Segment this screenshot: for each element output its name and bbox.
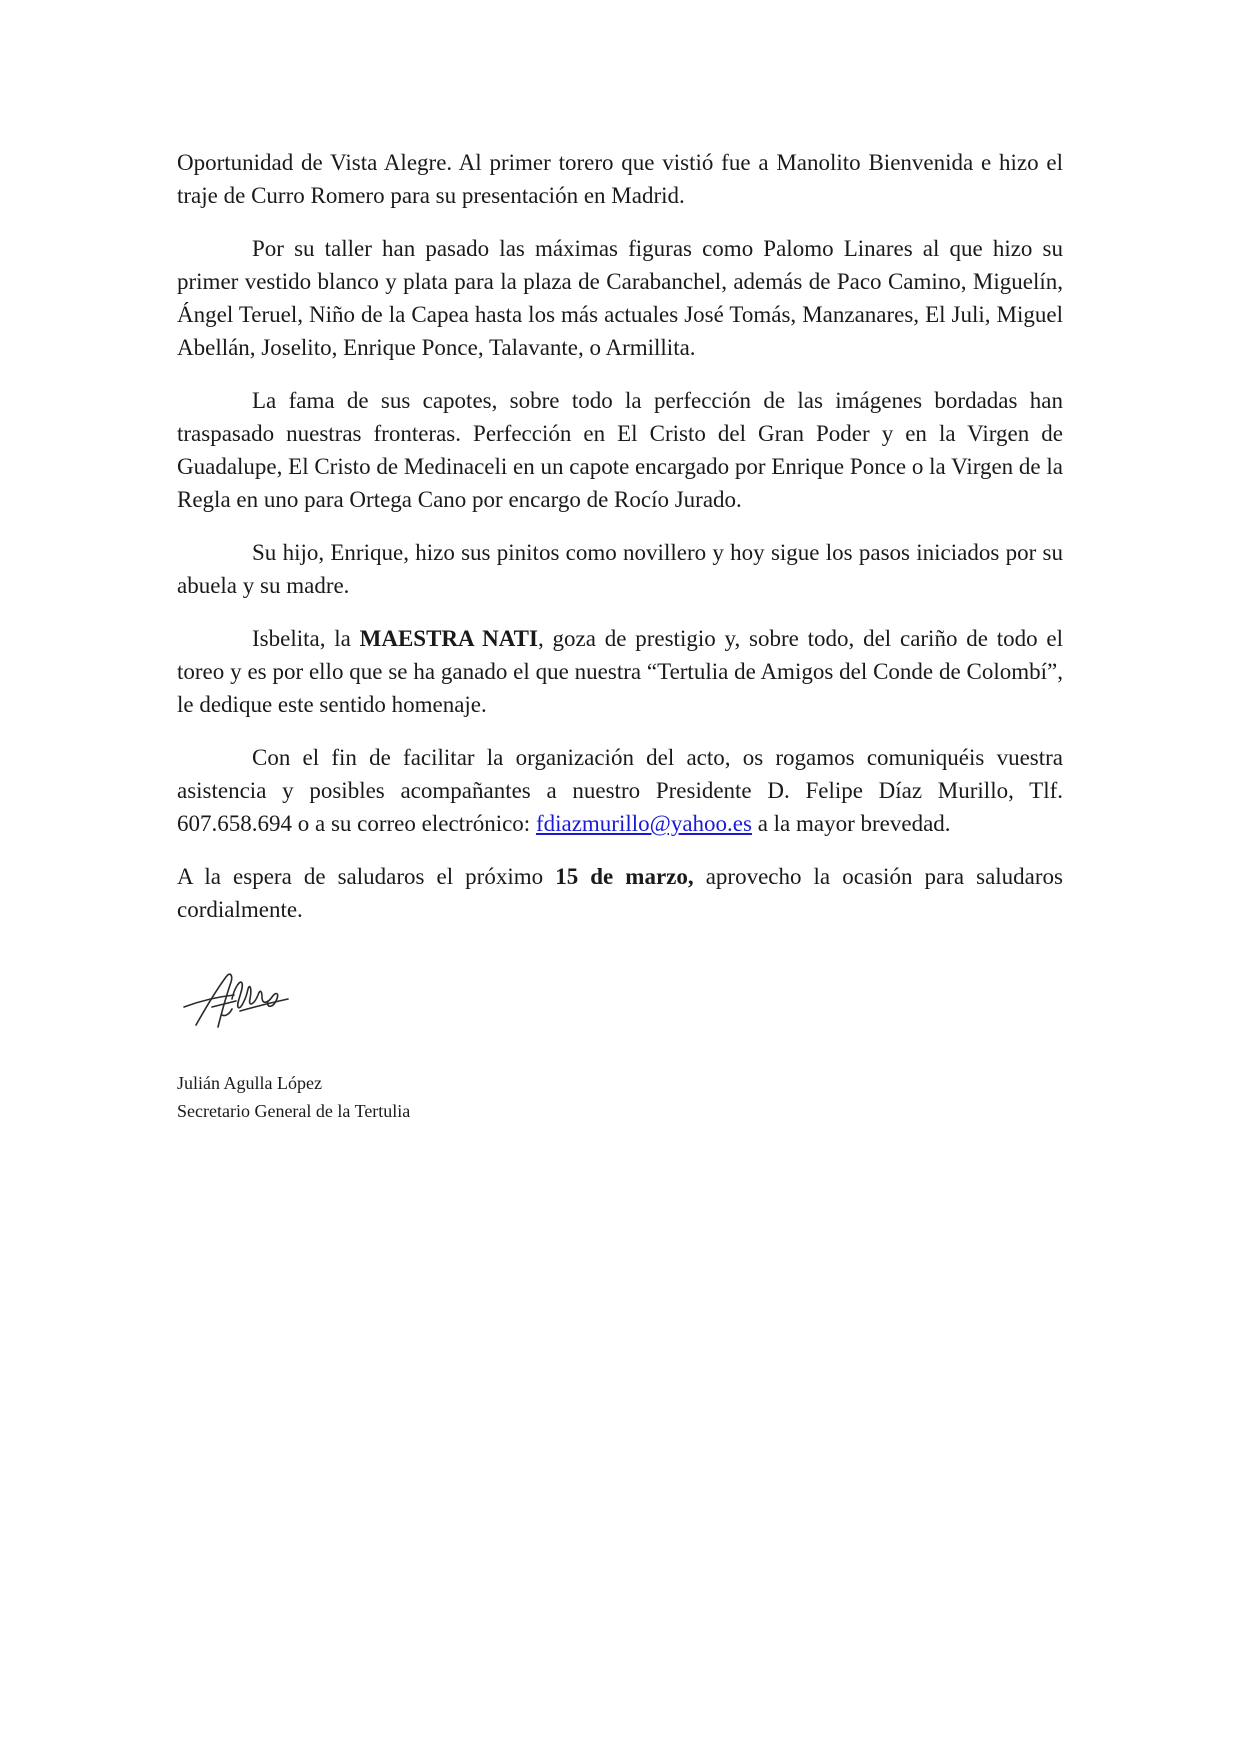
paragraph-maestra-nati-start: Isbelita, la xyxy=(252,626,360,651)
email-link[interactable]: fdiazmurillo@yahoo.es xyxy=(535,811,752,836)
paragraph-vista-alegre: Oportunidad de Vista Alegre. Al primer torero que vistió fue a Manolito Bienvenida e hizo el traje de Curro Romero para su presentación en Madrid. xyxy=(177,150,1063,208)
paragraph-closing-end: aprovecho la ocasión para saludaros cordialmente. xyxy=(177,864,1064,922)
paragraph-closing-start: A la espera de saludaros el próximo xyxy=(177,864,556,889)
paragraph-closing xyxy=(177,860,1063,926)
signature-stroke-4 xyxy=(232,982,278,1008)
paragraph-son: Su hijo, Enrique, hizo sus pinitos como novillero y hoy sigue los pasos iniciados por su abuela y su madre. xyxy=(177,540,1063,598)
signature-stroke-5 xyxy=(240,999,288,1011)
paragraph-rsvp-start: Con el fin de facilitar la organización del acto, os rogamos comuniquéis vuestra asistencia y posibles acompañantes a nuestro Presidente D. Felipe Díaz Murillo, Tlf. 607.658.694 o a su correo electrónico: xyxy=(177,745,1063,836)
paragraph-rsvp xyxy=(177,741,1063,840)
paragraph-figures: Por su taller han pasado las máximas figuras como Palomo Linares al que hizo su primer vestido blanco y plata para la plaza de Carabanchel, además de Paco Camino, Miguelín, Ángel Teruel, Niño de la Capea hasta los más actuales José Tomás, Manzanares, El Juli, Miguel Abellán, Joselito, Enrique Ponce, Talavante, o Armillita. xyxy=(177,236,1063,360)
paragraph-maestra-nati-end: , goza de prestigio y, sobre todo, del cariño de todo el toreo y es por ello que se ha ganado el que nuestra “Tertulia de Amigos del Conde de Colombí”, le dedique este sentido homenaje. xyxy=(177,626,1064,717)
signer-name: Julián Agulla López xyxy=(177,1073,322,1093)
handwritten-signature xyxy=(182,955,292,1035)
paragraph-maestra-nati xyxy=(177,622,1063,721)
paragraph-capotes: La fama de sus capotes, sobre todo la perfección de las imágenes bordadas han traspasado nuestras fronteras. Perfección en El Cristo del Gran Poder y en la Virgen de Guadalupe, El Cristo de Medinaceli en un capote encargado por Enrique Ponce o la Virgen de la Regla en uno para Ortega Cano por encargo de Rocío Jurado. xyxy=(177,388,1063,512)
letter-body xyxy=(177,146,1063,946)
maestra-nati-name: MAESTRA NATI xyxy=(359,626,538,651)
event-date: 15 de marzo, xyxy=(555,864,694,889)
signer-title: Secretario General de la Tertulia xyxy=(177,1101,411,1121)
signature-stroke-6 xyxy=(222,1009,232,1016)
paragraph-rsvp-end: a la mayor brevedad. xyxy=(751,811,951,836)
signature-block xyxy=(177,1069,410,1125)
